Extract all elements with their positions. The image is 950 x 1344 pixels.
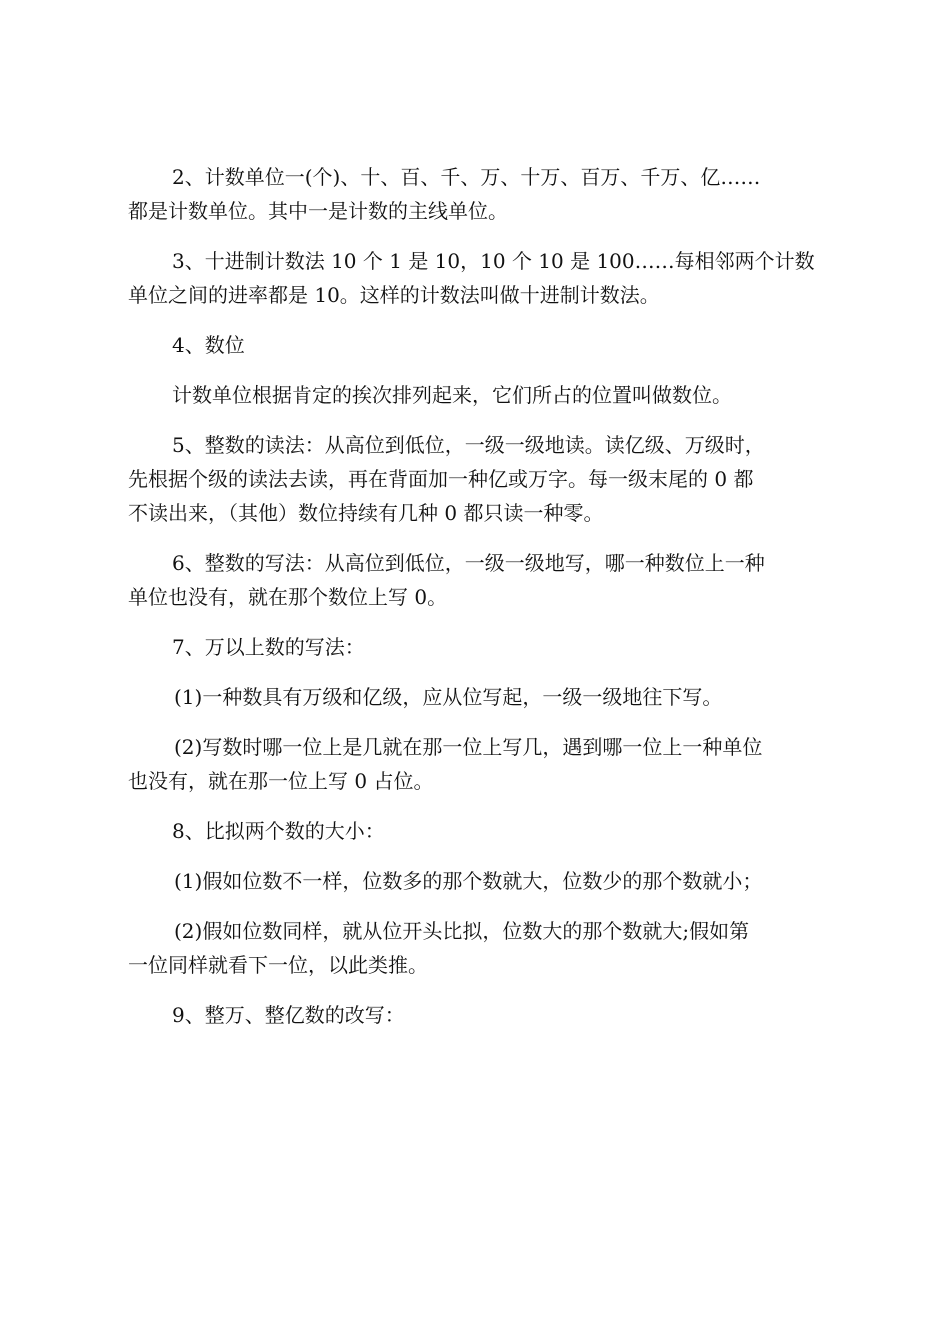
paragraph-writing-large-numbers-rule-1 bbox=[128, 680, 832, 714]
document-page bbox=[128, 160, 832, 1048]
text-line: 先根据个级的读法去读，再在背面加一种亿或万字。每一级末尾的 0 都 bbox=[128, 467, 754, 491]
text-line: (2)假如位数同样，就从位开头比拟，位数大的那个数就大;假如第 bbox=[174, 919, 750, 943]
text-line: 计数单位根据肯定的挨次排列起来，它们所占的位置叫做数位。 bbox=[172, 383, 732, 407]
text-line: 9、整万、整亿数的改写： bbox=[172, 1003, 405, 1027]
paragraph-comparing-numbers-heading bbox=[128, 814, 832, 848]
text-line: 3、十进制计数法 10 个 1 是 10，10 个 10 是 100……每相邻两个计数 bbox=[172, 249, 815, 273]
paragraph-decimal-system bbox=[128, 244, 832, 312]
text-line: 单位之间的进率都是 10。这样的计数法叫做十进制计数法。 bbox=[128, 283, 660, 307]
text-line: (2)写数时哪一位上是几就在那一位上写几，遇到哪一位上一种单位 bbox=[174, 735, 763, 759]
text-line: 6、整数的写法：从高位到低位，一级一级地写，哪一种数位上一种 bbox=[172, 551, 765, 575]
text-line: (1)一种数具有万级和亿级，应从位写起，一级一级地往下写。 bbox=[174, 685, 723, 709]
paragraph-counting-units bbox=[128, 160, 832, 228]
paragraph-writing-integers bbox=[128, 546, 832, 614]
text-line: 4、数位 bbox=[172, 333, 245, 357]
text-line: 一位同样就看下一位，以此类推。 bbox=[128, 953, 428, 977]
text-line: 都是计数单位。其中一是计数的主线单位。 bbox=[128, 199, 508, 223]
text-line: 2、计数单位一(个)、十、百、千、万、十万、百万、千万、亿…… bbox=[172, 165, 761, 189]
text-line: 也没有，就在那一位上写 0 占位。 bbox=[128, 769, 434, 793]
paragraph-writing-large-numbers-rule-2 bbox=[128, 730, 832, 798]
text-line: 8、比拟两个数的大小： bbox=[172, 819, 385, 843]
paragraph-digit-place-definition bbox=[128, 378, 832, 412]
paragraph-comparing-numbers-rule-1 bbox=[128, 864, 832, 898]
paragraph-digit-place-heading bbox=[128, 328, 832, 362]
text-line: 不读出来，（其他）数位持续有几种 0 都只读一种零。 bbox=[128, 501, 604, 525]
text-line: (1)假如位数不一样，位数多的那个数就大，位数少的那个数就小； bbox=[174, 869, 763, 893]
text-line: 7、万以上数的写法： bbox=[172, 635, 365, 659]
paragraph-reading-integers bbox=[128, 428, 832, 530]
text-line: 单位也没有，就在那个数位上写 0。 bbox=[128, 585, 448, 609]
paragraph-comparing-numbers-rule-2 bbox=[128, 914, 832, 982]
text-line: 5、整数的读法：从高位到低位，一级一级地读。读亿级、万级时， bbox=[172, 433, 765, 457]
paragraph-writing-large-numbers-heading bbox=[128, 630, 832, 664]
paragraph-rewriting-heading bbox=[128, 998, 832, 1032]
